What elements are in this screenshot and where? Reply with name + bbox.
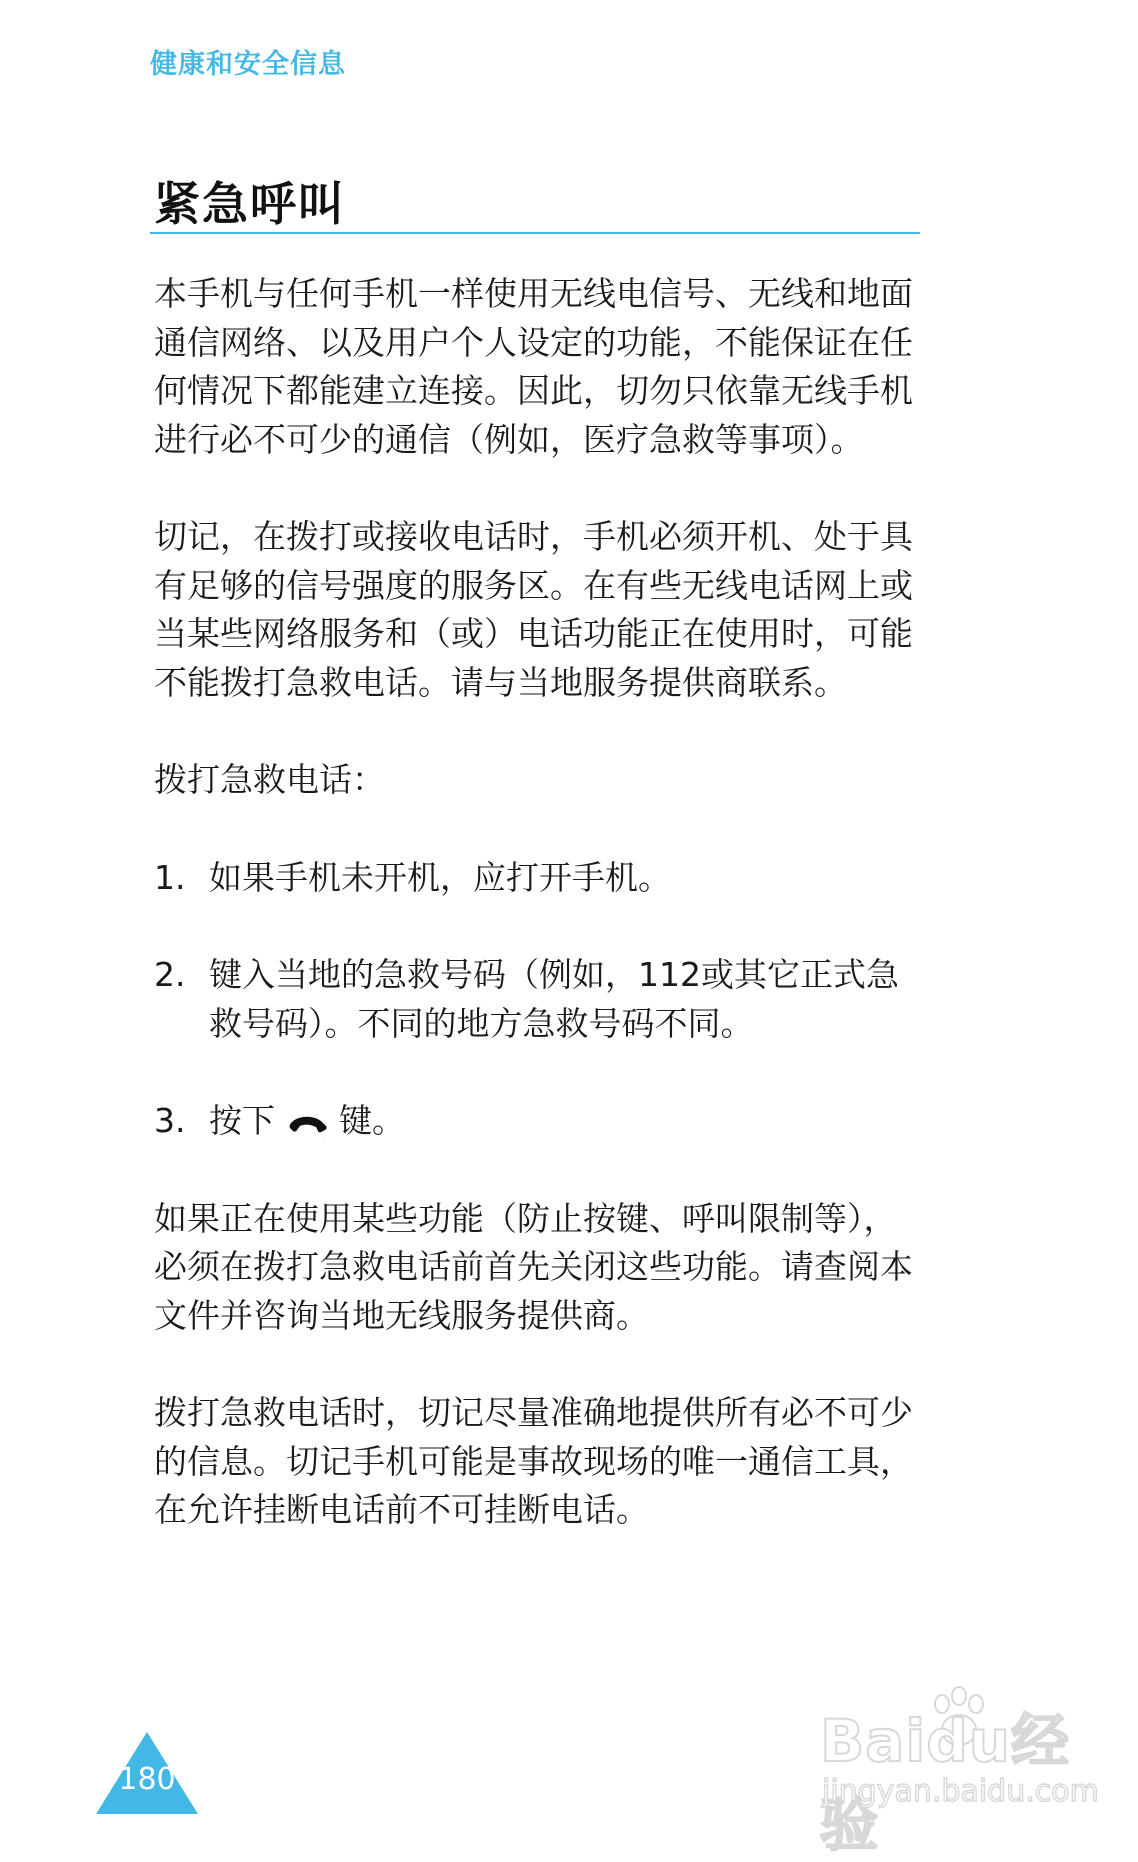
watermark [820,1686,1099,1859]
step-item-2 [154,951,924,1048]
paragraph-provide-info: 拨打急救电话时，切记尽量准确地提供所有必不可少的信息。切记手机可能是事故现场的唯一通信工具，在允许挂断电话前不可挂断电话。 [154,1393,913,1529]
page-title: 紧急呼叫 [154,177,346,231]
paragraph-coverage: 切记，在拨打或接收电话时，手机必须开机、处于具有足够的信号强度的服务区。在有些无线电话网上或当某些网络服务和（或）电话功能正在使用时，可能不能拨打急救电话。请与当地服务提供商联系。 [154,517,913,702]
step-item-3 [154,1097,924,1146]
step-text [209,1097,924,1146]
watermark-brand: Baidu经验 [820,1707,1071,1859]
watermark-url: jingyan.baidu.com [822,1774,1099,1809]
paragraph-intro: 本手机与任何手机一样使用无线电信号、无线和地面通信网络、以及用户个人设定的功能，不能保证在任何情况下都能建立连接。因此，切勿只依靠无线手机进行必不可少的通信（例如，医疗急救等事项）。 [154,274,913,459]
step-text-after: 键。 [339,1101,405,1140]
title-divider [150,232,920,234]
step-number: 2. [154,955,186,994]
section-header: 健康和安全信息 [150,49,346,80]
send-call-key-icon [289,1108,329,1138]
step-item-1 [154,854,924,903]
step-number: 1. [154,857,186,897]
article-body [154,270,924,1584]
step-text: 如果手机未开机，应打开手机。 [209,857,671,897]
paragraph-disable-features: 如果正在使用某些功能（防止按键、呼叫限制等），必须在拨打急救电话前首先关闭这些功能。请查阅本文件并咨询当地无线服务提供商。 [154,1198,913,1335]
step-number: 3. [154,1101,186,1140]
step-text: 键入当地的急救号码（例如，112或其它正式急救号码）。不同的地方急救号码不同。 [209,955,899,1043]
page-number: 180 [118,1762,176,1797]
paragraph-steps-heading: 拨打急救电话： [154,760,385,799]
step-text-before: 按下 [209,1101,275,1140]
